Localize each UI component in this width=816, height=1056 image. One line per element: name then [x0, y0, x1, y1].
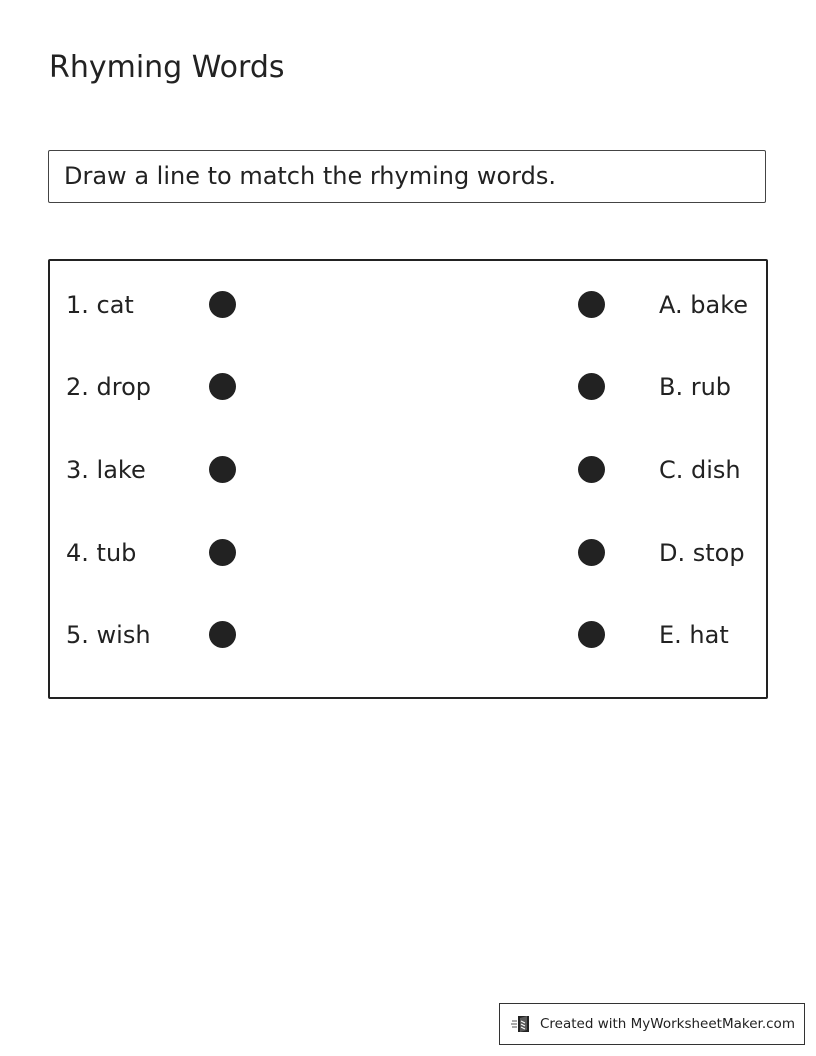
right-word: A. bake	[659, 291, 749, 319]
left-word: 5. wish	[66, 621, 151, 649]
right-dot[interactable]	[578, 373, 605, 400]
right-word: B. rub	[659, 373, 732, 401]
matching-exercise	[48, 259, 768, 699]
right-word: C. dish	[659, 456, 741, 484]
left-word: 1. cat	[66, 291, 134, 319]
left-dot[interactable]	[209, 373, 236, 400]
left-word: 3. lake	[66, 456, 146, 484]
instructions-box: Draw a line to match the rhyming words.	[48, 150, 766, 203]
right-word: D. stop	[659, 539, 745, 567]
right-dot[interactable]	[578, 291, 605, 318]
worksheet-maker-logo-icon	[511, 1013, 533, 1035]
left-word: 2. drop	[66, 373, 152, 401]
match-row	[50, 533, 766, 573]
left-dot[interactable]	[209, 621, 236, 648]
page-title: Rhyming Words	[49, 50, 285, 85]
right-dot[interactable]	[578, 539, 605, 566]
match-row	[50, 367, 766, 407]
footer-credit[interactable]	[499, 1003, 805, 1045]
right-dot[interactable]	[578, 621, 605, 648]
right-dot[interactable]	[578, 456, 605, 483]
footer-text: Created with MyWorksheetMaker.com	[540, 1016, 795, 1032]
right-word: E. hat	[659, 621, 729, 649]
match-row	[50, 615, 766, 655]
left-word: 4. tub	[66, 539, 137, 567]
match-row	[50, 450, 766, 490]
left-dot[interactable]	[209, 539, 236, 566]
left-dot[interactable]	[209, 456, 236, 483]
match-row	[50, 285, 766, 325]
left-dot[interactable]	[209, 291, 236, 318]
